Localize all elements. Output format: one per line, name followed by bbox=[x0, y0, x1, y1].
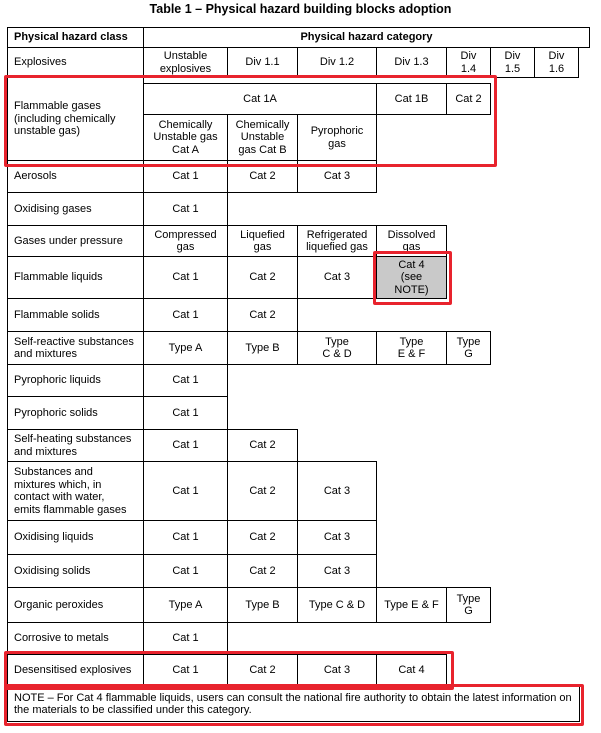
cell: Cat 3 bbox=[297, 256, 377, 299]
cell: Cat 2 bbox=[446, 83, 491, 115]
cell: Cat 2 bbox=[227, 520, 298, 555]
cell: Type E & F bbox=[376, 587, 447, 623]
cell: Cat 1 bbox=[143, 554, 228, 588]
cell: Cat 2 bbox=[227, 298, 298, 332]
cell: Div 1.3 bbox=[376, 47, 447, 78]
cell: Liquefied gas bbox=[227, 225, 298, 257]
cell: Div 1.4 bbox=[446, 47, 491, 78]
cell: Refrigerated liquefied gas bbox=[297, 225, 377, 257]
cell: Cat 2 bbox=[227, 554, 298, 588]
row-label-gases-under-pressure: Gases under pressure bbox=[7, 225, 144, 257]
cell: Cat 2 bbox=[227, 429, 298, 462]
cell: Unstable explosives bbox=[143, 47, 228, 78]
cell: Type A bbox=[143, 331, 228, 365]
row-label-organic-peroxides: Organic peroxides bbox=[7, 587, 144, 623]
row-label-oxidising-solids: Oxidising solids bbox=[7, 554, 144, 588]
cell: Cat 3 bbox=[297, 160, 377, 193]
cell: Cat 1 bbox=[143, 364, 228, 397]
cell: Cat 1 bbox=[143, 192, 228, 226]
row-label-oxidising-liquids: Oxidising liquids bbox=[7, 520, 144, 555]
cell: Cat 1 bbox=[143, 429, 228, 462]
cell: Compressed gas bbox=[143, 225, 228, 257]
cell: Type B bbox=[227, 331, 298, 365]
cell: Cat 1A bbox=[143, 83, 377, 115]
row-label-pyrophoric-solids: Pyrophoric solids bbox=[7, 396, 144, 430]
cell: Cat 3 bbox=[297, 461, 377, 521]
cell: Cat 1 bbox=[143, 256, 228, 299]
cell: Cat 1 bbox=[143, 461, 228, 521]
row-label-self-heating: Self-heating substances and mixtures bbox=[7, 429, 144, 462]
cell: Cat 3 bbox=[297, 520, 377, 555]
row-label-flammable-solids: Flammable solids bbox=[7, 298, 144, 332]
row-label-oxidising-gases: Oxidising gases bbox=[7, 192, 144, 226]
header-category: Physical hazard category bbox=[143, 27, 590, 48]
header-class: Physical hazard class bbox=[7, 27, 144, 48]
cell: Cat 2 bbox=[227, 256, 298, 299]
row-label-aerosols: Aerosols bbox=[7, 160, 144, 193]
row-label-explosives: Explosives bbox=[7, 47, 144, 78]
cell: Cat 1 bbox=[143, 160, 228, 193]
cell: Cat 4 bbox=[376, 654, 447, 687]
cell: Pyrophoric gas bbox=[297, 114, 377, 161]
cell: Dissolved gas bbox=[376, 225, 447, 257]
cell: Cat 1 bbox=[143, 520, 228, 555]
cell: Chemically Unstable gas Cat A bbox=[143, 114, 228, 161]
cell: Cat 1B bbox=[376, 83, 447, 115]
row-label-corrosive-metals: Corrosive to metals bbox=[7, 622, 144, 655]
cell: Cat 1 bbox=[143, 396, 228, 430]
cell: Type A bbox=[143, 587, 228, 623]
cell: Type G bbox=[446, 331, 491, 365]
cell: Cat 1 bbox=[143, 622, 228, 655]
cell: Cat 2 bbox=[227, 654, 298, 687]
cell: Cat 3 bbox=[297, 554, 377, 588]
cell: Cat 1 bbox=[143, 298, 228, 332]
cell: Type C & D bbox=[297, 587, 377, 623]
cell: Type G bbox=[446, 587, 491, 623]
table-title: Table 1 – Physical hazard building blocks adoption bbox=[149, 2, 452, 16]
row-label-pyrophoric-liquids: Pyrophoric liquids bbox=[7, 364, 144, 397]
cell: Chemically Unstable gas Cat B bbox=[227, 114, 298, 161]
note-box: NOTE – For Cat 4 flammable liquids, users can consult the national fire authority to obtain the latest information on the materials to be classified under this category. bbox=[7, 686, 580, 722]
cell: Cat 2 bbox=[227, 160, 298, 193]
cell: Cat 3 bbox=[297, 654, 377, 687]
row-label-flammable-gases: Flammable gases (including chemically unstable gas) bbox=[7, 77, 144, 161]
cell: Div 1.1 bbox=[227, 47, 298, 78]
cell: Type C & D bbox=[297, 331, 377, 365]
cell: Type E & F bbox=[376, 331, 447, 365]
cell: Cat 1 bbox=[143, 654, 228, 687]
cell: Div 1.6 bbox=[534, 47, 579, 78]
row-label-desensitised-explosives: Desensitised explosives bbox=[7, 654, 144, 687]
cell: Cat 2 bbox=[227, 461, 298, 521]
row-label-flammable-liquids: Flammable liquids bbox=[7, 256, 144, 299]
cell: Div 1.5 bbox=[490, 47, 535, 78]
cell-cat4-shaded: Cat 4 (see NOTE) bbox=[376, 256, 447, 299]
cell: Div 1.2 bbox=[297, 47, 377, 78]
row-label-water-reactive: Substances and mixtures which, in contact with water, emits flammable gases bbox=[7, 461, 144, 521]
row-label-self-reactive: Self-reactive substances and mixtures bbox=[7, 331, 144, 365]
cell: Type B bbox=[227, 587, 298, 623]
